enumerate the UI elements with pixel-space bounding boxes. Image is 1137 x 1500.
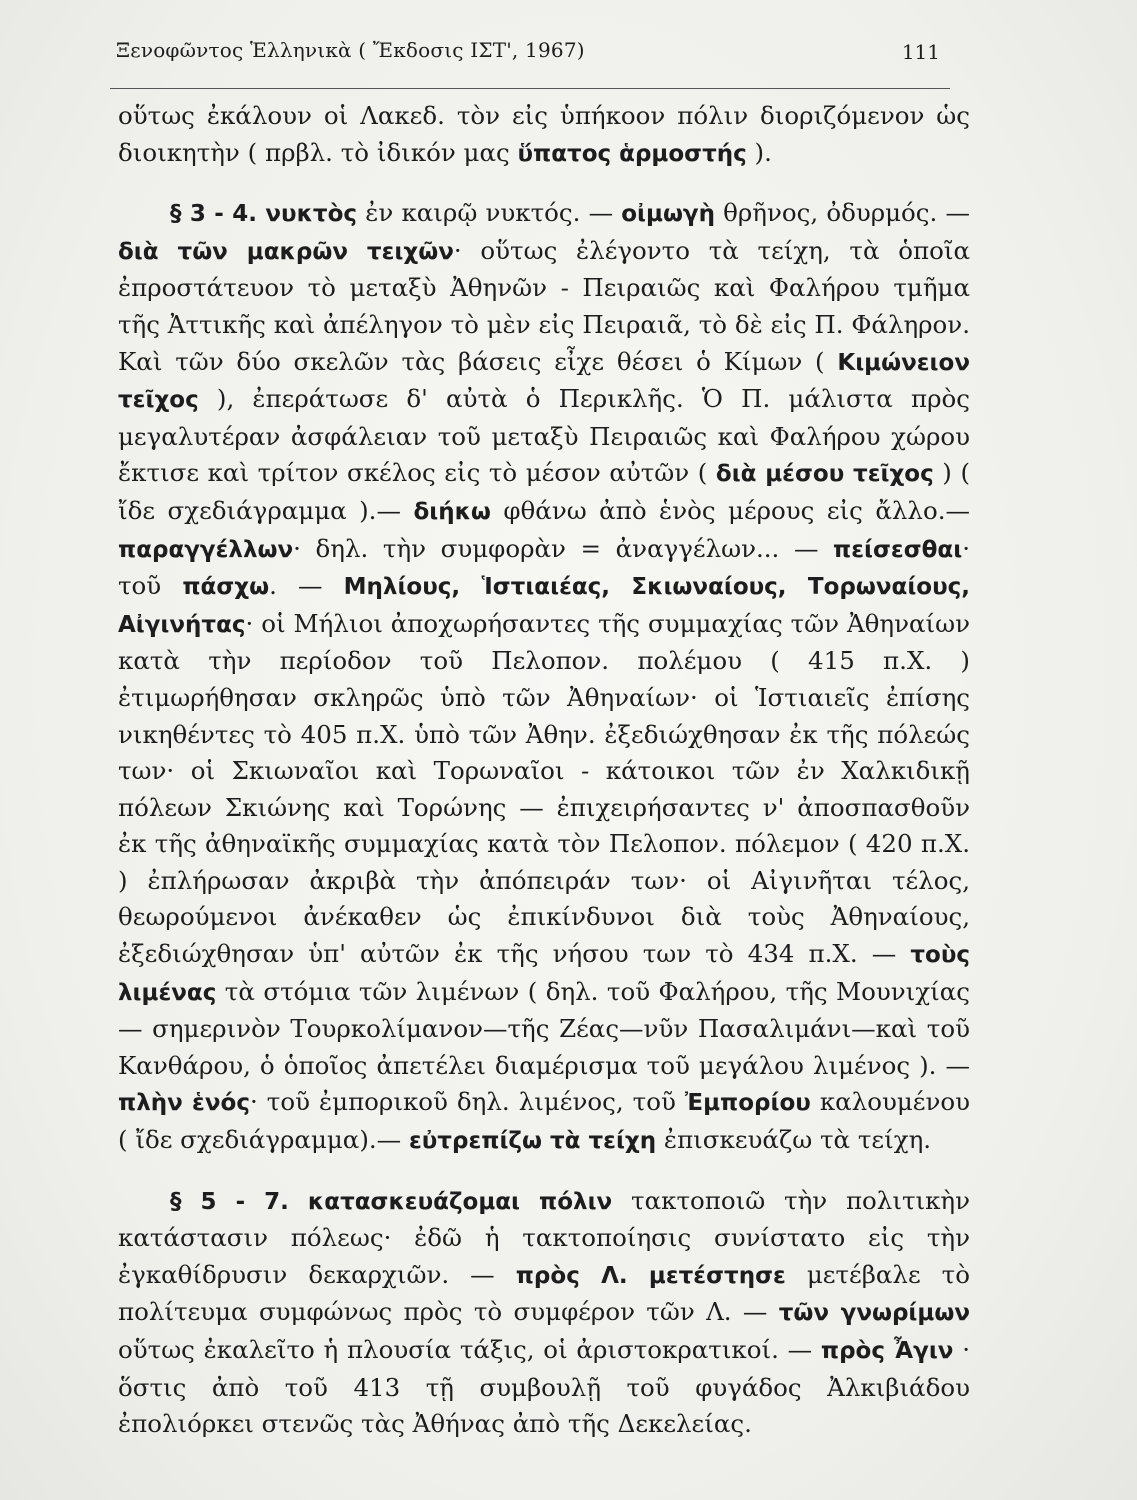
bold-lemma: τοὺς λιμένας bbox=[118, 942, 970, 1006]
text-run: · τοῦ ἐμπορικοῦ δηλ. λιμένος, τοῦ bbox=[249, 1087, 685, 1117]
text-run: καλουμένου ( ἴδε σχεδιάγραμμα).— bbox=[118, 1087, 970, 1155]
bold-lemma: πρὸς Ἆγιν bbox=[820, 1338, 954, 1364]
running-header bbox=[110, 38, 950, 78]
text-run: · δηλ. τὴν συμφορὰν = ἀναγγέλων... — bbox=[293, 533, 834, 563]
text-run: · τοῦ bbox=[118, 533, 970, 601]
bold-lemma: παραγγέλλων bbox=[118, 536, 294, 563]
text-run: ), ἐπεράτωσε δ' αὐτὰ ὁ Περικλῆς. Ὁ Π. μάλιστα πρὸς μεγαλυτέραν ἀσφάλειαν τοῦ μεταξὺ Πειραιῶς καὶ Φαλήρου χώρου ἔκτισε καὶ τρίτον σκέλος εἰς τὸ μέσον αὐτῶν ( bbox=[118, 384, 970, 488]
text-run: ) ( ἴδε σχεδιάγραμμα ).— bbox=[118, 458, 970, 525]
text-run: φθάνω ἀπὸ ἑνὸς μέρους εἰς ἄλλο.— bbox=[490, 495, 970, 525]
text-run: ). bbox=[746, 137, 772, 167]
commentary-text bbox=[118, 98, 970, 1443]
text-run: οὕτως ἐκάλουν οἱ Λακεδ. τὸν εἰς ὑπήκοον πόλιν διοριζόμενον ὡς διοικητὴν ( πρβλ. τὸ ἰδικόν μας bbox=[118, 101, 970, 167]
bold-lemma: διήκω bbox=[413, 498, 491, 525]
text-run: . — bbox=[269, 571, 344, 601]
text-run: οὕτως ἐκαλεῖτο ἡ πλουσία τάξις, οἱ ἀριστοκρατικοί. — bbox=[118, 1335, 821, 1364]
text-run: τὰ στόμια τῶν λιμένων ( δηλ. τοῦ Φαλήρου, τῆς Μουνιχίας — σημερινὸν Τουρκολίμανον—τῆς Ζέας—νῦν Πασαλιμάνι—καὶ τοῦ Κανθάρου, ὁ ὁποῖος ἀπετέλει διαμέρισμα τοῦ μεγάλου λιμένος ). — bbox=[118, 976, 970, 1080]
bold-lemma: διὰ μέσου τεῖχος bbox=[715, 461, 934, 488]
text-run: τακτοποιῶ τὴν πολιτικὴν κατάστασιν πόλεως· ἐδῶ ἡ τακτοποίησις συνίστατο εἰς τὴν ἐγκαθίδρυσιν δεκαρχιῶν. — bbox=[118, 1185, 970, 1289]
paragraph-continuation bbox=[118, 98, 970, 172]
bold-lemma: πλὴν ἑνός bbox=[118, 1090, 250, 1117]
bold-lemma: εὐτρεπίζω τὰ τείχη bbox=[408, 1128, 657, 1155]
paragraph-section-5-7 bbox=[118, 1183, 970, 1443]
bold-lemma: πείσεσθαι bbox=[833, 536, 963, 563]
text-run: ἐν καιρῷ νυκτός. — bbox=[357, 198, 622, 228]
text-run: · οὕτως ἐλέγοντο τὰ τείχη, τὰ ὁποῖα ἐπροστάτευον τὸ μεταξὺ Ἀθηνῶν - Πειραιῶς καὶ Φαλήρου τμῆμα τῆς Ἀττικῆς καὶ ἀπέληγον τὸ μὲν εἰς Πειραιᾶ, τὸ δὲ εἰς Π. Φάληρον. Καὶ τῶν δύο σκελῶν τὰς βάσεις εἶχε θέσει ὁ Κίμων ( bbox=[118, 235, 970, 376]
bold-lemma: § 3 - 4. νυκτὸς bbox=[170, 201, 358, 228]
bold-lemma: τῶν γνωρίμων bbox=[778, 1300, 970, 1327]
running-title: Ξενοφῶντος Ἑλληνικὰ ( Ἔκδοσις ΙΣΤ', 1967) bbox=[116, 38, 585, 62]
bold-lemma: § 5 - 7. κατασκευάζομαι πόλιν bbox=[170, 1188, 613, 1215]
text-run: ἐπισκευάζω τὰ τείχη. bbox=[656, 1125, 932, 1155]
text-run: · ὅστις ἀπὸ τοῦ 413 τῇ συμβουλῇ τοῦ φυγάδος Ἀλκιβιάδου ἐπολιόρκει στενῶς τὰς Ἀθήνας ἀπὸ τῆς Δεκελείας. bbox=[118, 1335, 970, 1439]
bold-lemma: πάσχω bbox=[182, 574, 270, 601]
text-run: θρῆνος, ὀδυρμός. — bbox=[714, 198, 970, 228]
text-run: μετέβαλε τὸ πολίτευμα συμφώνως πρὸς τὸ συμφέρον τῶν Λ. — bbox=[118, 1259, 970, 1327]
bold-lemma: πρὸς Λ. μετέστησε bbox=[515, 1262, 786, 1289]
header-rule bbox=[110, 88, 950, 89]
bold-lemma: Μηλίους, Ἱστιαιέας, Σκιωναίους, Τορωναίους, Αἰγινήτας bbox=[118, 574, 970, 638]
bold-lemma: οἰμωγὴ bbox=[621, 201, 715, 228]
bold-lemma: Ἐμπορίου bbox=[684, 1090, 811, 1117]
text-run: · οἱ Μήλιοι ἀποχωρήσαντες τῆς συμμαχίας τῶν Ἀθηναίων κατὰ τὴν περίοδον τοῦ Πελοπον. πολέμου ( 415 π.Χ. ) ἐτιμωρήθησαν σκληρῶς ὑπὸ τῶν Ἀθηναίων· οἱ Ἱστιαιεῖς ἐπίσης νικηθέντες τὸ 405 π.Χ. ὑπὸ τῶν Ἀθην. ἐξεδιώχθησαν ἐκ τῆς πόλεώς των· οἱ Σκιωναῖοι καὶ Τορωναῖοι - κάτοικοι τῶν ἐν Χαλκιδικῇ πόλεων Σκιώνης καὶ Τορώνης — ἐπιχειρήσαντες ν' ἀποσπασθοῦν ἐκ τῆς ἀθηναϊκῆς συμμαχίας κατὰ τὸν Πελοπον. πόλεμον ( 420 π.Χ. ) ἐπλήρωσαν ἀκριβὰ τὴν ἀπόπειράν των· οἱ Αἰγινῆται τέλος, θεωρούμενοι ἀνέκαθεν ὡς ἐπικίνδυνοι διὰ τοὺς Ἀθηναίους, ἐξεδιώχθησαν ὑπ' αὐτῶν ἐκ τῆς νήσου των τὸ 434 π.Χ. — bbox=[118, 608, 970, 969]
paragraph-section-3-4 bbox=[118, 195, 970, 1159]
bold-lemma: Κιμώνειον τεῖχος bbox=[118, 349, 970, 414]
page-number: 111 bbox=[901, 40, 940, 64]
bold-lemma: ὕπατος ἁρμοστής bbox=[517, 140, 747, 167]
bold-lemma: διὰ τῶν μακρῶν τειχῶν bbox=[118, 238, 454, 265]
